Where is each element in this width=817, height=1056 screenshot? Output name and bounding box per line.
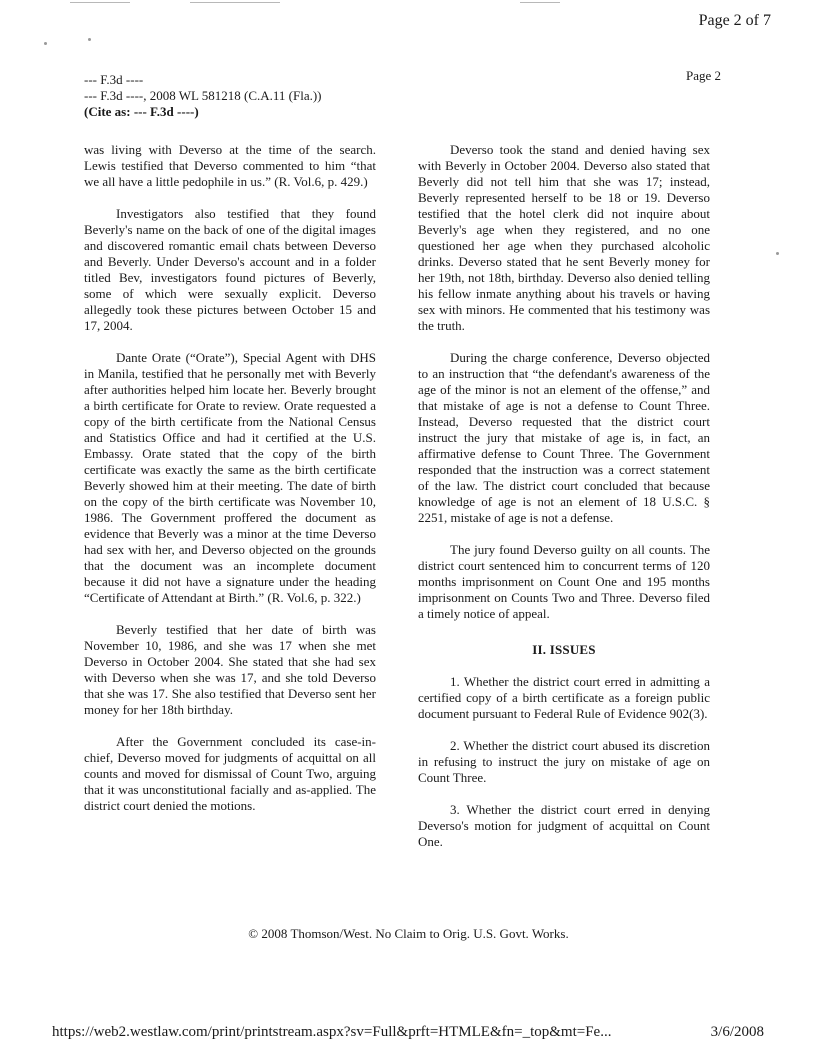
paragraph: Dante Orate (“Orate”), Special Agent with DHS in Manila, testified that he personally met with Beverly after authorities helped him locate her. Beverly brought a birth certificate for Orate to review. Orate requested a copy of the birth certificate from the National Census and Statistics Office and had it certified at the U.S. Embassy. Orate stated that the copy of the birth certificate was exactly the same as the birth certificate Beverly showed him at their meeting. The date of birth on the copy of the birth certificate was November 10, 1986. The Government proffered the document as evidence that Beverly was a minor at the time Deverso had sex with her, and Deverso objected on the grounds that the document was an incomplete document because it did not have a signature under the heading “Certificate of Attendant at Birth.” (R. Vol.6, p. 322.) bbox=[84, 350, 376, 605]
reporter-line: --- F.3d ---- bbox=[84, 72, 144, 87]
right-column bbox=[418, 142, 710, 866]
scan-artifact-line bbox=[520, 2, 560, 3]
section-heading-issues: II. ISSUES bbox=[532, 642, 596, 657]
scan-speck bbox=[44, 42, 47, 45]
left-column bbox=[84, 142, 376, 830]
print-footer bbox=[52, 1024, 764, 1041]
scan-speck bbox=[88, 38, 91, 41]
page-counter: Page 2 of 7 bbox=[698, 12, 771, 29]
print-date: 3/6/2008 bbox=[710, 1024, 764, 1040]
issue-item: 1. Whether the district court erred in admitting a certified copy of a birth certificate as a foreign public document pursuant to Federal Rule of Evidence 902(3). bbox=[418, 674, 710, 721]
paragraph: Beverly testified that her date of birth was November 10, 1986, and she was 17 when she met Deverso in October 2004. She stated that she had sex with Deverso when she was 17, and she told Deverso that she was 17. She also testified that Deverso sent her money for her 18th birthday. bbox=[84, 622, 376, 717]
page-label: Page 2 bbox=[685, 68, 721, 83]
paragraph: was living with Deverso at the time of the search. Lewis testified that Deverso commented to him “that we all have a little pedophile in us.” (R. Vol.6, p. 429.) bbox=[84, 142, 376, 189]
issue-item: 3. Whether the district court erred in denying Deverso's motion for judgment of acquittal on Count One. bbox=[418, 802, 710, 849]
paragraph: After the Government concluded its case-in-chief, Deverso moved for judgments of acquittal on all counts and moved for dismissal of Count Two, arguing that it was unconstitutional facially and as-applied. The district court denied the motions. bbox=[84, 734, 376, 813]
westlaw-citation: --- F.3d ----, 2008 WL 581218 (C.A.11 (Fla.)) bbox=[84, 88, 322, 103]
citation-header bbox=[84, 72, 322, 120]
paragraph: The jury found Deverso guilty on all counts. The district court sentenced him to concurrent terms of 120 months imprisonment on Count One and 195 months imprisonment on Counts Two and Three. Deverso filed a timely notice of appeal. bbox=[418, 542, 710, 621]
scan-artifact-line bbox=[190, 2, 280, 3]
paragraph: Investigators also testified that they found Beverly's name on the back of one of the digital images and discovered romantic email chats between Deverso and Beverly. Under Deverso's account and in a folder titled Bev, investigators found pictures of Beverly, some of which were sexually explicit. Deverso allegedly took these pictures between October 15 and 17, 2004. bbox=[84, 206, 376, 333]
copyright-notice: © 2008 Thomson/West. No Claim to Orig. U.S. Govt. Works. bbox=[248, 926, 569, 941]
scan-artifact-line bbox=[70, 2, 130, 3]
paragraph: Deverso took the stand and denied having sex with Beverly in October 2004. Deverso also stated that Beverly did not tell him that she was 17; instead, Beverly represented herself to be 18 or 19. Deverso testified that the hotel clerk did not inquire about Beverly's age when they registered, and no one questioned her age when they purchased alcoholic drinks. Deverso stated that he sent Beverly money for her 19th, not 18th, birthday. Deverso also denied telling his fellow inmate anything about his travels or having sex with minors. He commented that his testimony was the truth. bbox=[418, 142, 710, 333]
issue-item: 2. Whether the district court abused its discretion in refusing to instruct the jury on mistake of age on Count Three. bbox=[418, 738, 710, 785]
paragraph: During the charge conference, Deverso objected to an instruction that “the defendant's awareness of the age of the minor is not an element of the offense,” and that mistake of age is not a defense to Count Three. Instead, Deverso requested that the district court instruct the jury that mistake of age is, in fact, an affirmative defense to Count Three. The Government responded that the instruction was a correct statement of the law. The district court concluded that because knowledge of age is not an element of 18 U.S.C. § 2251, mistake of age is not a defense. bbox=[418, 350, 710, 525]
cite-as-line: (Cite as: --- F.3d ----) bbox=[84, 104, 199, 119]
source-url[interactable]: https://web2.westlaw.com/print/printstream.aspx?sv=Full&prft=HTMLE&fn=_top&mt=Fe... bbox=[52, 1024, 612, 1040]
scan-speck bbox=[776, 252, 779, 255]
